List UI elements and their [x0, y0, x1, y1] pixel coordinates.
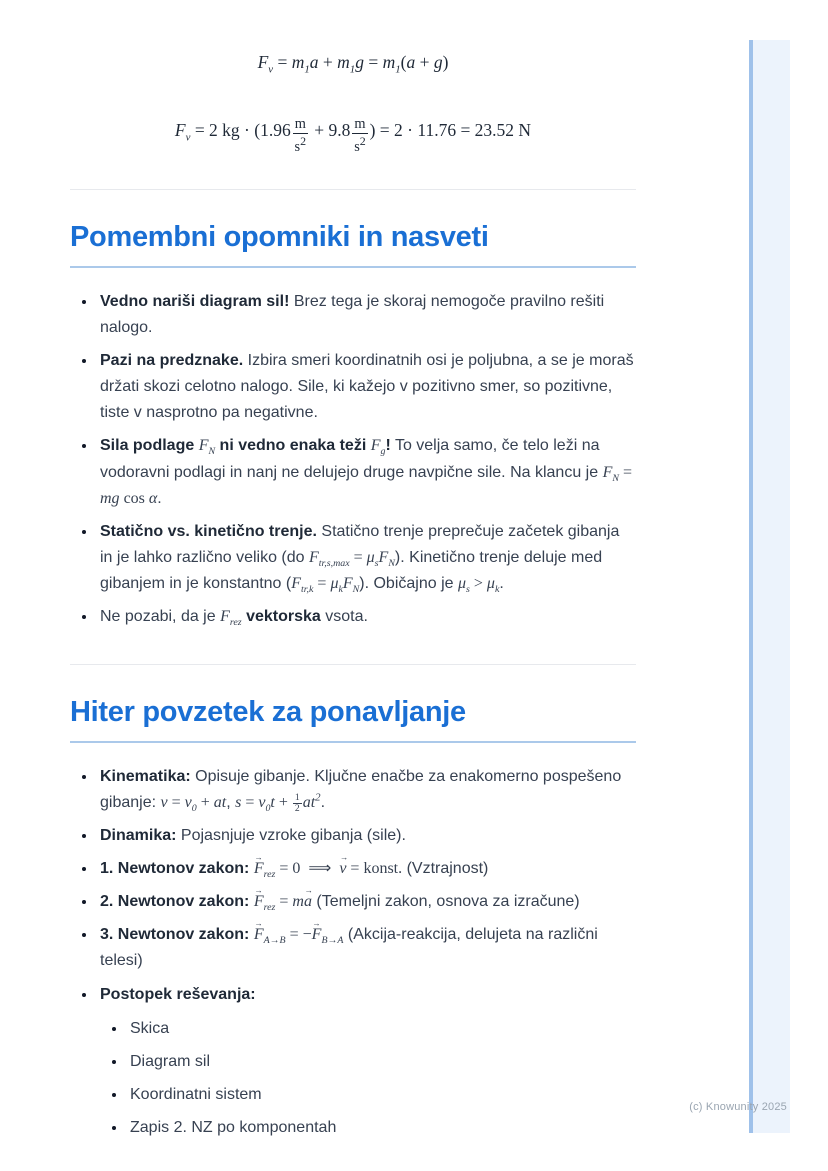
section-title-pomembni-opomniki: Pomembni opomniki in nasveti — [70, 221, 636, 268]
list-item: • Postopek reševanja: • Skica • Diagram sil • Koordinatni sistem • Zapis 2. NZ po komponentah — [97, 982, 636, 1141]
list-item: • Koordinatni sistem — [127, 1082, 636, 1108]
section-title-hiter-povzetek: Hiter povzetek za ponavljanje — [70, 696, 636, 743]
copyright-note: (c) Knowunity 2025 — [689, 1101, 787, 1113]
section-divider — [70, 664, 636, 665]
formula-force-symbolic: $F_v = m_1a + m_1g = m_1(a + g)$ — [257, 52, 449, 76]
list-item: • 1. Newtonov zakon: $F \to_{rez} = 0$ ⟹ v → = konst. (Vztrajnost) — [97, 856, 636, 882]
summary-list — [70, 764, 636, 1141]
list-item: • Diagram sil — [127, 1049, 636, 1075]
document-page — [70, 0, 636, 1148]
list-item: • Dinamika: Pojasnjuje vzroke gibanja (sile). — [97, 823, 636, 849]
list-item: • Ne pozabi, da je $F_{rez}$ vektorska vsota. — [97, 604, 636, 630]
list-item: • Sila podlage $F_N$ ni vedno enaka teži $F_g$! To velja samo, če telo leži na vodoravni podlagi in nanj ne delujejo druge navpične sile. Na klancu je $F_N$ = mg cos α. — [97, 433, 636, 511]
scrollbar[interactable] — [749, 40, 790, 1133]
list-item: • 3. Newtonov zakon: $F \to_{A\to B} = -F \to_{B\to A}$ (Akcija-reakcija, delujeta na različni telesi) — [97, 922, 636, 974]
nested-list — [100, 1016, 636, 1141]
list-item: • Skica — [127, 1016, 636, 1042]
list-item: • Statično vs. kinetično trenje. Statično trenje preprečuje začetek gibanja in je lahko različno veliko (do $F_{tr,s,max} = \mu_sF_N$). Kinetično trenje deluje med gibanjem in je konstantno $(F_{tr,k} = \mu_kF_N)$. Običajno je $\mu_s > \mu_k$. — [97, 519, 636, 597]
list-item: • Pazi na predznake. Izbira smeri koordinatnih osi je poljubna, a se je moraš držati skozi celotno nalogo. Sile, ki kažejo v pozitivno smer, so pozitivne, tiste v nasprotno pa negativne. — [97, 348, 636, 426]
notes-list — [70, 289, 636, 630]
section-divider — [70, 189, 636, 190]
list-item: • Zapis 2. NZ po komponentah — [127, 1115, 636, 1141]
list-item: • 2. Newtonov zakon: $F \to_{rez}$ = ma → (Temeljni zakon, osnova za izračune) — [97, 889, 636, 915]
formula-force-numeric: $F_v = 2$ kg · (1.96 $\frac{m}{s^2}$ + 9.8 $\frac{m}{s^2}$ ) = 2 · 11.76 = 23.52 N — [174, 116, 532, 155]
list-item: • Vedno nariši diagram sil! Brez tega je skoraj nemogoče pravilno rešiti nalogo. — [97, 289, 636, 341]
list-item: • Kinematika: Opisuje gibanje. Ključne enačbe za enakomerno pospešeno gibanje: $v = v_0$ + at, $s = v_0t$ + $\frac{1}{2}$ $at^2$. — [97, 764, 636, 816]
